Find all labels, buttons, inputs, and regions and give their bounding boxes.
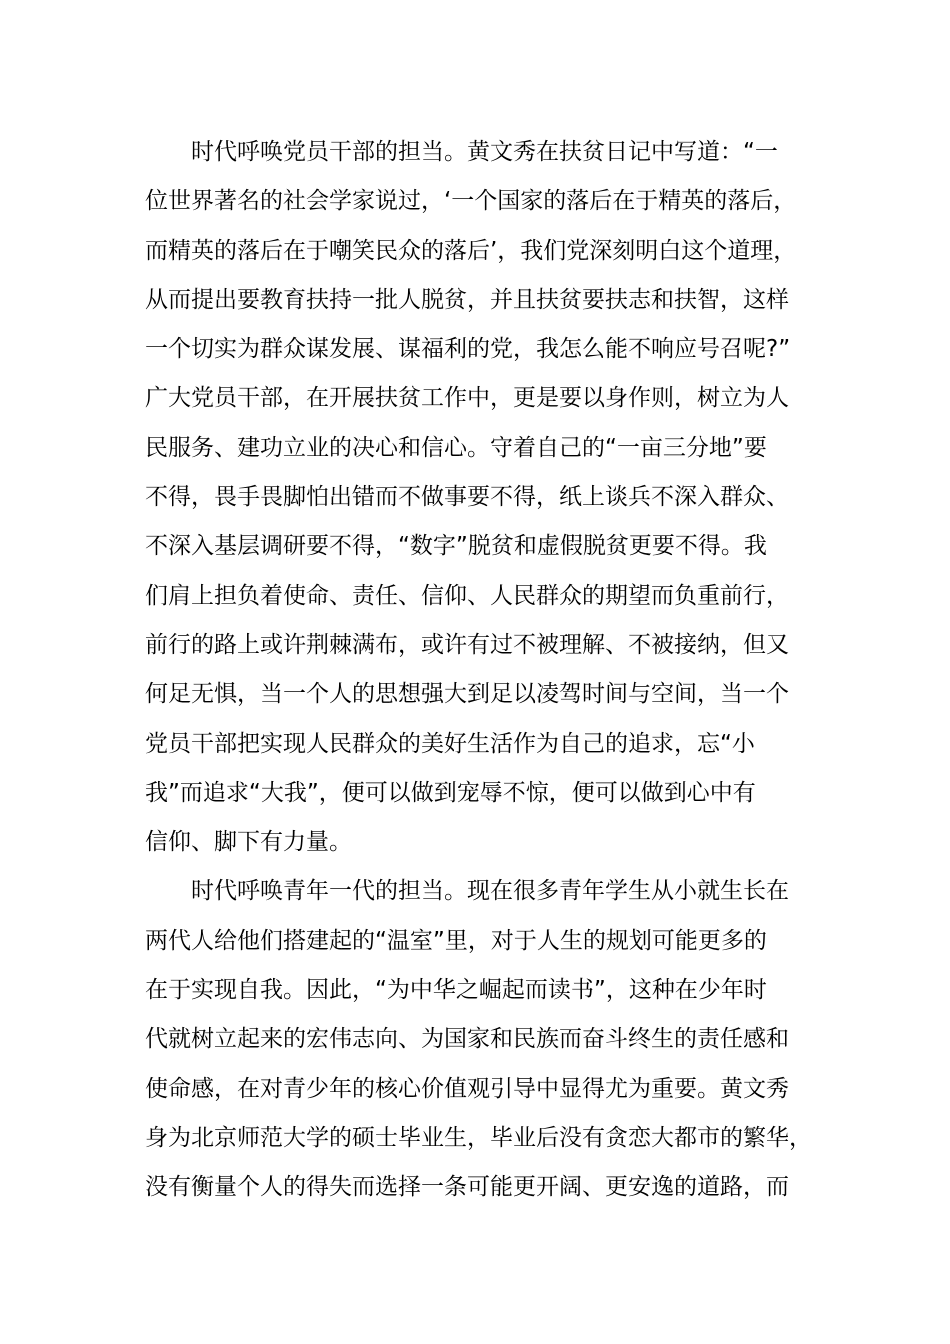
- text-line: 不得，畏手畏脚怕出错而不做事要不得，纸上谈兵不深入群众、: [145, 484, 789, 511]
- text-line: 广大党员干部，在开展扶贫工作中，更是要以身作则，树立为人: [145, 385, 789, 412]
- text-line: 党员干部把实现人民群众的美好生活作为自己的追求，忘“小: [145, 730, 755, 757]
- text-line: 位世界著名的社会学家说过，‘一个国家的落后在于精英的落后，: [145, 188, 797, 215]
- text-line: 前行的路上或许荆棘满布，或许有过不被理解、不被接纳，但又: [145, 631, 789, 658]
- text-line: 使命感，在对青少年的核心价值观引导中显得尤为重要。黄文秀: [145, 1075, 789, 1102]
- text-line: 在于实现自我。因此，“为中华之崛起而读书”，这种在少年时: [145, 977, 767, 1004]
- text-line: 一个切实为群众谋发展、谋福利的党，我怎么能不响应号召呢?”: [145, 336, 791, 363]
- text-line: 不深入基层调研要不得，“数字”脱贫和虚假脱贫更要不得。我: [145, 533, 767, 560]
- text-line: 代就树立起来的宏伟志向、为国家和民族而奋斗终生的责任感和: [145, 1026, 789, 1053]
- text-line: 民服务、建功立业的决心和信心。守着自己的“一亩三分地”要: [145, 434, 767, 461]
- paragraph-party-cadres: [145, 128, 805, 867]
- text-line: 身为北京师范大学的硕士毕业生，毕业后没有贪恋大都市的繁华，: [145, 1124, 812, 1151]
- text-line: 两代人给他们搭建起的“温室”里，对于人生的规划可能更多的: [145, 927, 767, 954]
- text-line: 我”而追求“大我”，便可以做到宠辱不惊，便可以做到心中有: [145, 779, 756, 806]
- text-line: 从而提出要教育扶持一批人脱贫，并且扶贫要扶志和扶智，这样: [145, 286, 789, 313]
- paragraph-youth: [145, 867, 812, 1212]
- document-body: [145, 128, 812, 1213]
- text-line: 时代呼唤党员干部的担当。黄文秀在扶贫日记中写道：“一: [191, 139, 778, 165]
- text-line: 时代呼唤青年一代的担当。现在很多青年学生从小就生长在: [191, 878, 789, 905]
- text-line: 何足无惧，当一个人的思想强大到足以凌驾时间与空间，当一个: [145, 681, 789, 708]
- text-line: 没有衡量个人的得失而选择一条可能更开阔、更安逸的道路，而: [145, 1174, 789, 1201]
- text-line: 而精英的落后在于嘲笑民众的落后’，我们党深刻明白这个道理，: [145, 237, 797, 264]
- text-line: 们肩上担负着使命、责任、信仰、人民群众的期望而负重前行，: [145, 582, 789, 609]
- text-line: 信仰、脚下有力量。: [145, 829, 352, 856]
